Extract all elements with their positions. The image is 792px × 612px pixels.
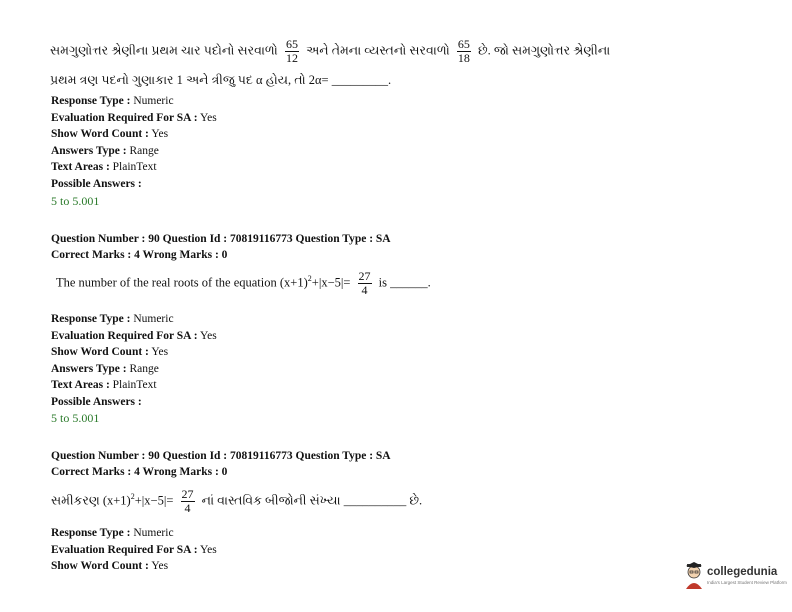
- q89-fraction-2: [457, 38, 471, 65]
- meta-label: Response Type :: [51, 313, 131, 325]
- student-mascot-icon: [683, 562, 705, 590]
- exponent: 2: [307, 274, 312, 284]
- frac-denominator: 12: [285, 51, 298, 65]
- frac-denominator: 4: [361, 283, 368, 297]
- frac-numerator: 27: [358, 269, 371, 283]
- meta-value: Numeric: [133, 313, 174, 325]
- q90-en-text-c: is ______.: [378, 275, 431, 290]
- meta-value: Yes: [151, 346, 169, 358]
- meta-label: Show Word Count :: [51, 560, 149, 572]
- meta-label: Text Areas :: [51, 161, 110, 173]
- q89-line2: પ્રથમ ત્રણ પદનો ગુણાકાર 1 અને ત્રીજુ પદ α હોય, તો 2α= _________.: [50, 73, 392, 87]
- logo-tagline: India's Largest Student Review Platform: [707, 580, 787, 585]
- q90-en-question: [56, 270, 431, 297]
- q90-en-possible-answer: 5 to 5.001: [51, 411, 100, 425]
- q90-gu-header: Question Number : 90 Question Id : 70819116773 Question Type : SA: [51, 450, 391, 462]
- meta-label: Evaluation Required For SA :: [51, 111, 198, 124]
- meta-label: Possible Answers :: [51, 395, 142, 408]
- meta-label: Evaluation Required For SA :: [51, 329, 198, 342]
- frac-denominator: 4: [184, 501, 191, 515]
- q90-gu-text-b: +|x−5|=: [134, 493, 174, 508]
- frac-numerator: 27: [181, 487, 194, 501]
- meta-label: Answers Type :: [51, 144, 127, 157]
- meta-label: Evaluation Required For SA :: [51, 543, 198, 556]
- meta-value: Numeric: [133, 527, 174, 539]
- meta-label: Text Areas :: [51, 379, 110, 391]
- q89-text-b: અને તેમના વ્યસ્તનો સરવાળો: [306, 43, 450, 58]
- q90-gu-meta: [51, 525, 217, 575]
- meta-label: Show Word Count :: [51, 128, 149, 140]
- q90-gu-text-a: સમીકરણ (x+1): [51, 493, 131, 508]
- exponent: 2: [130, 492, 135, 502]
- meta-label: Show Word Count :: [51, 346, 149, 358]
- meta-value: Yes: [200, 111, 217, 124]
- meta-value: Range: [129, 362, 159, 375]
- q89-text-a: સમગુણોત્તર શ્રેણીના પ્રથમ ચાર પદોનો સરવાળો: [50, 43, 278, 58]
- q90-en-marks: Correct Marks : 4 Wrong Marks : 0: [51, 249, 228, 261]
- q90-gu-question: [51, 488, 422, 515]
- q89-line1: [50, 38, 610, 65]
- q89-meta: [51, 93, 217, 192]
- meta-label: Response Type :: [51, 527, 131, 539]
- q90-en-text-b: +|x−5|=: [311, 275, 351, 290]
- meta-label: Possible Answers :: [51, 177, 142, 190]
- meta-label: Answers Type :: [51, 362, 127, 375]
- q89-fraction-1: [285, 38, 299, 65]
- meta-value: PlainText: [112, 161, 157, 173]
- meta-value: Range: [129, 144, 159, 157]
- meta-value: Numeric: [133, 95, 174, 107]
- frac-denominator: 18: [457, 51, 470, 65]
- q89-possible-answer: 5 to 5.001: [51, 194, 100, 208]
- meta-value: PlainText: [112, 379, 157, 391]
- meta-value: Yes: [151, 128, 169, 140]
- meta-value: Yes: [200, 329, 217, 342]
- meta-value: Yes: [151, 560, 169, 572]
- q90-gu-text-c: નાં વાસ્તવિક બીજોની સંખ્યા __________ છે.: [201, 493, 423, 508]
- q90-gu-fraction: [181, 488, 195, 515]
- meta-value: Yes: [200, 543, 217, 556]
- q90-en-fraction: [358, 270, 372, 297]
- logo-name: collegedunia: [707, 566, 778, 578]
- q90-gu-marks: Correct Marks : 4 Wrong Marks : 0: [51, 466, 228, 478]
- q90-en-meta: [51, 311, 217, 410]
- meta-label: Response Type :: [51, 95, 131, 107]
- collegedunia-logo[interactable]: [683, 562, 788, 592]
- frac-numerator: 65: [285, 37, 298, 51]
- q90-en-header: Question Number : 90 Question Id : 70819116773 Question Type : SA: [51, 233, 391, 245]
- frac-numerator: 65: [457, 37, 470, 51]
- q90-en-text-a: The number of the real roots of the equation (x+1): [56, 275, 308, 290]
- q89-text-c: છે. જો સમગુણોત્તર શ્રેણીના: [477, 43, 611, 58]
